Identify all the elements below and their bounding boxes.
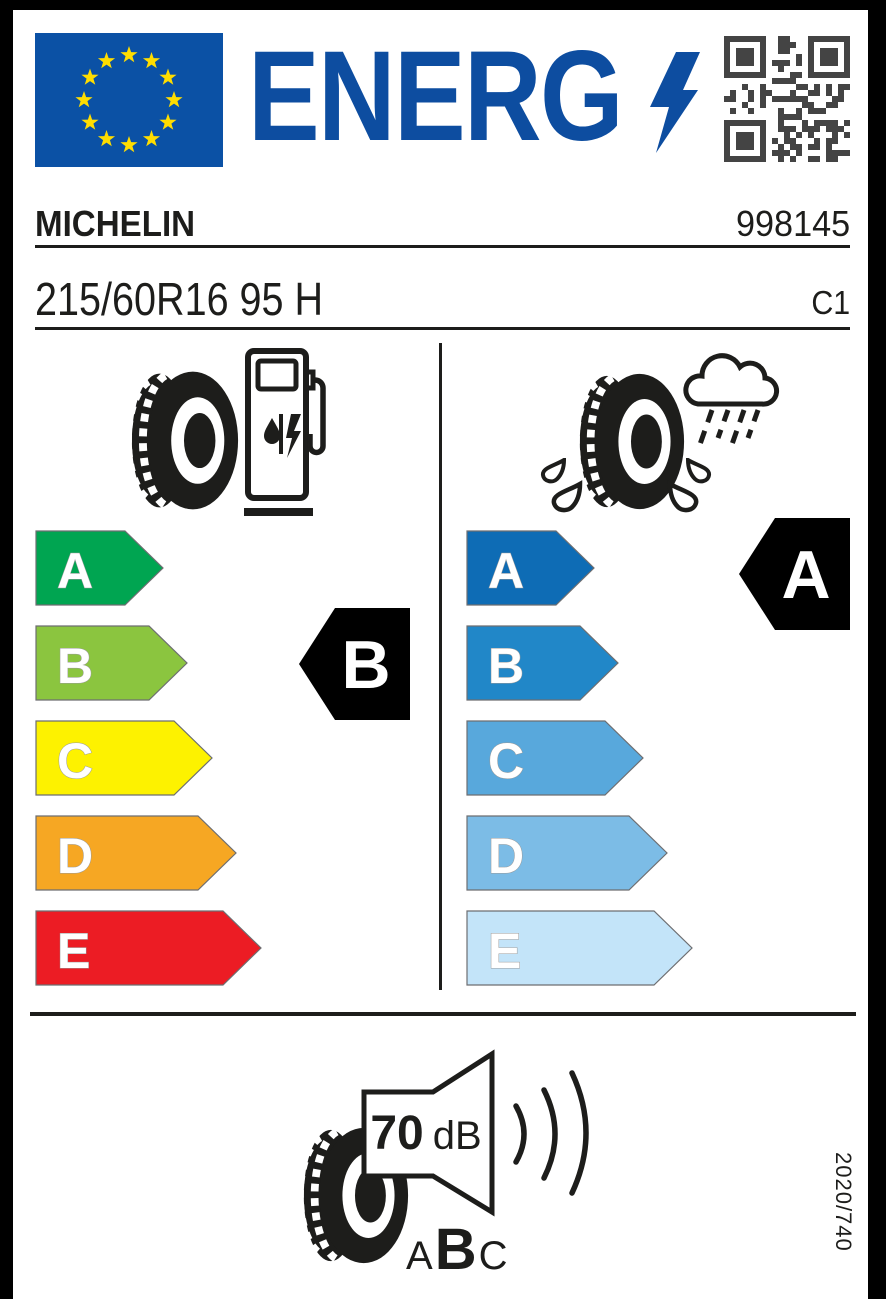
noise-class-a: A — [406, 1234, 433, 1278]
regulation-number: 2020/740 — [831, 1152, 856, 1252]
divider-line-3 — [30, 1012, 856, 1016]
class-arrow-b — [466, 625, 696, 701]
fuel-pump-icon — [243, 346, 329, 518]
fuel-rating-letter: B — [341, 627, 391, 703]
class-arrow-e — [35, 910, 265, 986]
class-arrow-a — [466, 530, 696, 606]
frame-top — [0, 0, 886, 10]
wet-grip-rating-letter: A — [781, 537, 831, 613]
noise-class-c: C — [478, 1234, 508, 1278]
fuel-tire-icon — [124, 368, 242, 514]
class-arrow-d — [35, 815, 265, 891]
class-arrow-letter: E — [57, 923, 91, 979]
class-arrow-letter: D — [57, 828, 94, 884]
divider-line-2 — [35, 327, 850, 330]
class-arrow-letter: B — [488, 638, 525, 694]
lightning-bolt-icon — [648, 52, 706, 154]
water-splash-icon — [536, 458, 716, 516]
class-arrow-letter: C — [57, 733, 94, 789]
class-arrow-letter: E — [488, 923, 522, 979]
frame-right — [868, 0, 886, 1299]
class-arrow-letter: C — [488, 733, 525, 789]
class-arrow-b — [35, 625, 265, 701]
class-arrow-e — [466, 910, 696, 986]
wet-grip-scale — [466, 530, 698, 990]
class-arrow-d — [466, 815, 696, 891]
noise-db-value — [362, 1106, 490, 1161]
noise-class-b: B — [434, 1217, 477, 1282]
class-arrow-a — [35, 530, 265, 606]
divider-line-1 — [35, 245, 850, 248]
fuel-rating-indicator — [298, 607, 411, 721]
class-arrow-letter: B — [57, 638, 94, 694]
class-arrow-letter: D — [488, 828, 525, 884]
qr-code — [724, 36, 850, 162]
energ-logo-text: ENERG — [248, 25, 622, 168]
tire-class: C1 — [811, 284, 850, 321]
class-arrow-c — [466, 720, 696, 796]
frame-left — [0, 0, 13, 1299]
article-number: 998145 — [735, 203, 850, 244]
tire-size: 215/60R16 95 H — [35, 273, 324, 325]
class-arrow-c — [35, 720, 265, 796]
noise-value: 70 — [370, 1107, 424, 1160]
wet-grip-rating-indicator — [738, 517, 851, 631]
class-arrow-letter: A — [57, 543, 94, 599]
fuel-scale — [35, 530, 267, 990]
sound-waves-icon — [508, 1062, 598, 1204]
noise-class-letters — [406, 1216, 507, 1283]
eu-flag-icon — [35, 33, 223, 167]
noise-unit: dB — [432, 1114, 482, 1158]
center-divider — [439, 343, 442, 990]
class-arrow-letter: A — [488, 543, 525, 599]
brand-name: MICHELIN — [35, 203, 196, 244]
